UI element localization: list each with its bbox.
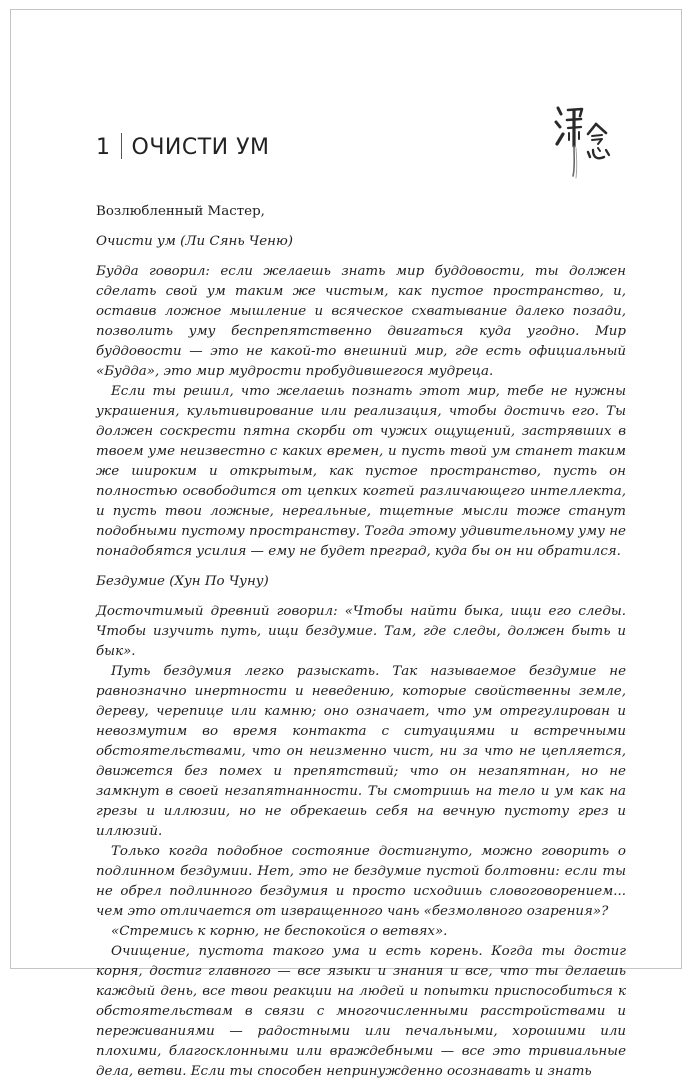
paragraph: «Стремись к корню, не беспокойся о ветвях». xyxy=(111,924,448,939)
paragraph: Если ты решил, что желаешь познать этот мир, тебе не нужны украшения, культивирование или реализация, чтобы достичь его. Ты должен соскрести пятна скорби от чужих ощущений, застрявших в твоем уме неизвестно с каких времен, и пусть твой ум станет таким же широким и открытым, как пустое пространство, пусть он полностью освободится от цепких когтей различающего интеллекта, и пусть твои ложные, нереальные, тщетные мысли тоже станут подобными пустому пространству. Тогда этому удивительному уму не понадобятся усилия — ему не будет преград, куда бы он ни обратился. xyxy=(96,384,626,559)
paragraph: Путь бездумия легко разыскать. Так называемое бездумие не равнозначно инертности и неведению, которые свойственны земле, дереву, черепице или камню; оно означает, что ум отрегулирован и невозмутим во время контакта с ситуациями и встречными обстоятельствами, что он неизменно чист, ни за что не цепляется, движется без помех и препятствий; что он незапятнан, но не замкнут в своей незапятнанности. Ты смотришь на тело и ум как на грезы и иллюзии, но не обрекаешь себя на вечную пустоту грез и иллюзий. xyxy=(96,664,626,839)
chapter-heading xyxy=(96,133,270,163)
chapter-title: ОЧИСТИ УМ xyxy=(131,135,270,160)
salutation: Возлюбленный Мастер, xyxy=(96,204,265,219)
section-title: Бездумие (Хун По Чуну) xyxy=(96,574,269,589)
paragraph: Досточтимый древний говорил: «Чтобы найти быка, ищи его следы. Чтобы изучить путь, ищи бездумие. Там, где следы, должен быть и бык». xyxy=(96,604,626,659)
section-title: Очисти ум (Ли Сянь Ченю) xyxy=(96,234,294,249)
chapter-number: 1 xyxy=(96,135,111,160)
paragraph: Будда говорил: если желаешь знать мир буддовости, ты должен сделать свой ум таким же чистым, как пустое пространство, и, оставив ложное мышление и всяческое схватывание далеко позади, позволить уму беспрепятственно двигаться куда угодно. Мир буддовости — это не какой-то внешний мир, где есть официальный «Будда», это мир мудрости пробудившегося мудреца. xyxy=(96,264,626,379)
paragraph: Только когда подобное состояние достигнуто, можно говорить о подлинном бездумии. Нет, это не бездумие пустой болтовни: если ты не обрел подлинного бездумия и просто исходишь словоговорением... чем это отличается от извращенного чань «безмолвного озарения»? xyxy=(96,844,626,919)
paragraph: Очищение, пустота такого ума и есть корень. Когда ты достиг корня, достиг главного — все языки и знания и все, что ты делаешь каждый день, все твои реакции на людей и попытки приспособиться к обстоятельствам в связи с многочисленными расстройствами и переживаниями — радостными или печальными, хорошими или плохими, благосклонными или враждебными — все это тривиальные дела, ветви. Если ты способен непринужденно осознавать и знать xyxy=(96,944,626,1079)
chapter-separator xyxy=(121,133,122,159)
letter-body xyxy=(96,202,626,1082)
calligraphy-seal-icon xyxy=(548,100,620,180)
